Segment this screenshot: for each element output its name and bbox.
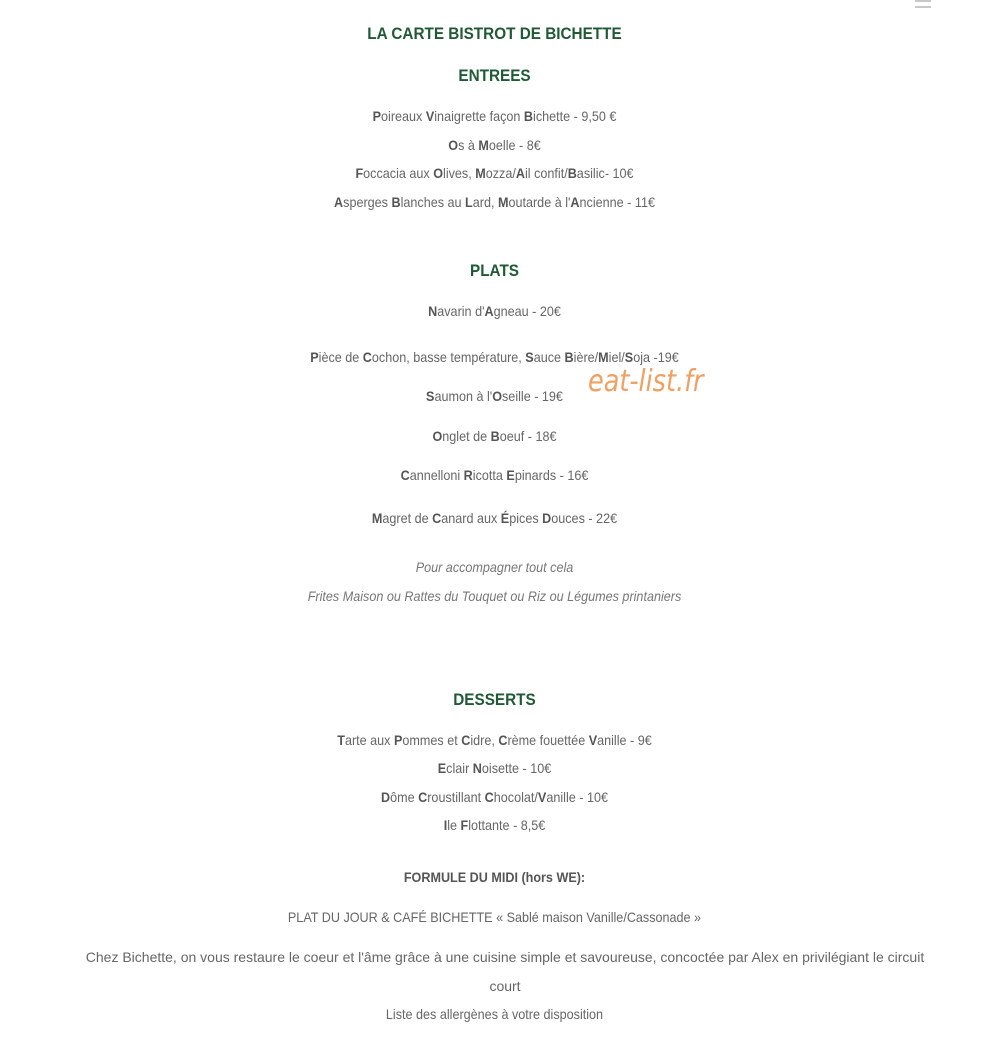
accompaniment-text: Frites Maison ou Rattes du Touquet ou Riz ou Légumes printaniers (307, 588, 682, 604)
accompaniment-intro: Pour accompagner tout cela (415, 559, 574, 575)
section-heading-plats: PLATS (469, 261, 520, 280)
menu-item: Saumon à l'Oseille - 19€ (426, 388, 563, 404)
menu-item: Cannelloni Ricotta Epinards - 16€ (400, 467, 589, 483)
allergens-text: Liste des allergènes à votre disposition (385, 1006, 604, 1022)
menu-item: Dôme Croustillant Chocolat/Vanille - 10€ (381, 789, 608, 805)
menu-item: Navarin d'Agneau - 20€ (428, 303, 561, 319)
about-text: Chez Bichette, on vous restaure le coeur et l'âme grâce à une cuisine simple et savoureuse, concoctée par Alex en privilégiant le circuit court (85, 949, 925, 994)
menu-item: Asperges Blanches au Lard, Moutarde à l'Ancienne - 11€ (334, 194, 655, 210)
menu-item: Tarte aux Pommes et Cidre, Crème fouettée Vanille - 9€ (337, 732, 652, 748)
formule-text: PLAT DU JOUR & CAFÉ BICHETTE « Sablé maison Vanille/Cassonade » (287, 909, 702, 925)
menu-item: Foccacia aux Olives, Mozza/Ail confit/Basilic- 10€ (355, 165, 634, 181)
menu-item: Poireaux Vinaigrette façon Bichette - 9,50 € (372, 108, 617, 124)
menu-item: Magret de Canard aux Épices Douces - 22€ (371, 510, 618, 526)
menu-item: Onglet de Boeuf - 18€ (432, 428, 557, 444)
page-title: LA CARTE BISTROT DE BICHETTE (367, 24, 622, 43)
formule-heading: FORMULE DU MIDI (hors WE): (403, 869, 586, 885)
section-heading-entrees: ENTREES (458, 66, 531, 85)
menu-item: Eclair Noisette - 10€ (437, 760, 552, 776)
menu-item: Ile Flottante - 8,5€ (443, 817, 546, 833)
menu-item: Pièce de Cochon, basse température, Sauce Bière/Miel/Soja -19€ (310, 349, 679, 365)
menu-item: Os à Moelle - 8€ (448, 137, 541, 153)
section-heading-desserts: DESSERTS (453, 690, 536, 709)
watermark-text: eat-list.fr (588, 364, 704, 399)
hamburger-menu-icon[interactable] (915, 0, 931, 8)
